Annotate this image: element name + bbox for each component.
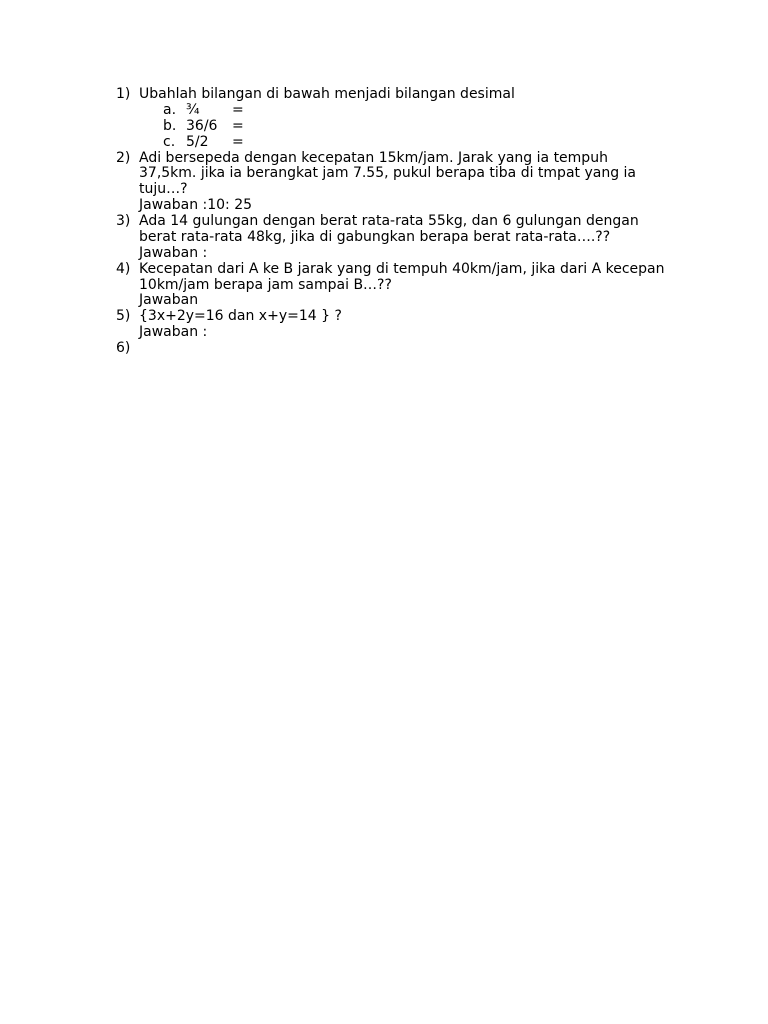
question-text-line: {3x+2y=16 dan x+y=14 } ?: [139, 308, 342, 325]
sub-item-a: [116, 103, 736, 119]
question-text-line: berat rata-rata 48kg, jika di gabungkan berapa berat rata-rata….??: [139, 228, 611, 245]
question-1: [116, 87, 736, 151]
question-number: 6): [116, 340, 131, 356]
question-2: [116, 151, 736, 215]
question-number: 5): [116, 308, 131, 325]
sub-item-equals: =: [232, 101, 244, 118]
answer-line: Jawaban :10: 25: [139, 197, 253, 214]
question-number: 4): [116, 260, 131, 277]
sub-item-expression: ¾: [186, 101, 200, 118]
sub-item-equals: =: [232, 117, 244, 134]
question-number: 2): [116, 149, 131, 166]
question-text-line: Ada 14 gulungan dengan berat rata-rata 55kg, dan 6 gulungan dengan: [139, 213, 639, 229]
sub-item-b: [116, 119, 736, 135]
question-text-line: Kecepatan dari A ke B jarak yang di tempuh 40km/jam, jika dari A kecepan: [139, 260, 665, 277]
question-text-line: Ubahlah bilangan di bawah menjadi bilangan desimal: [139, 86, 515, 102]
question-number: 1): [116, 86, 131, 102]
sub-item-expression: 36/6: [186, 117, 218, 134]
answer-line: Jawaban: [139, 292, 199, 309]
sub-item-equals: =: [232, 133, 244, 150]
sub-item-c: [116, 135, 736, 151]
sub-item-letter: b.: [163, 117, 177, 134]
question-4: [116, 262, 736, 310]
question-number: 3): [116, 213, 131, 229]
question-6: [116, 341, 736, 357]
answer-line: Jawaban :: [139, 244, 208, 261]
answer-line: Jawaban :: [139, 324, 208, 341]
question-text-line: Adi bersepeda dengan kecepatan 15km/jam. Jarak yang ia tempuh: [139, 149, 608, 166]
sub-item-letter: a.: [163, 101, 177, 118]
question-text-line: 37,5km. jika ia berangkat jam 7.55, pukul berapa tiba di tmpat yang ia: [139, 165, 637, 182]
question-3: [116, 214, 736, 262]
question-5: [116, 309, 736, 341]
sub-item-expression: 5/2: [186, 133, 209, 150]
sub-item-letter: c.: [163, 133, 176, 150]
question-list: [116, 87, 736, 357]
question-text-line: tuju…?: [139, 181, 188, 198]
question-text-line: 10km/jam berapa jam sampai B…??: [139, 276, 392, 293]
